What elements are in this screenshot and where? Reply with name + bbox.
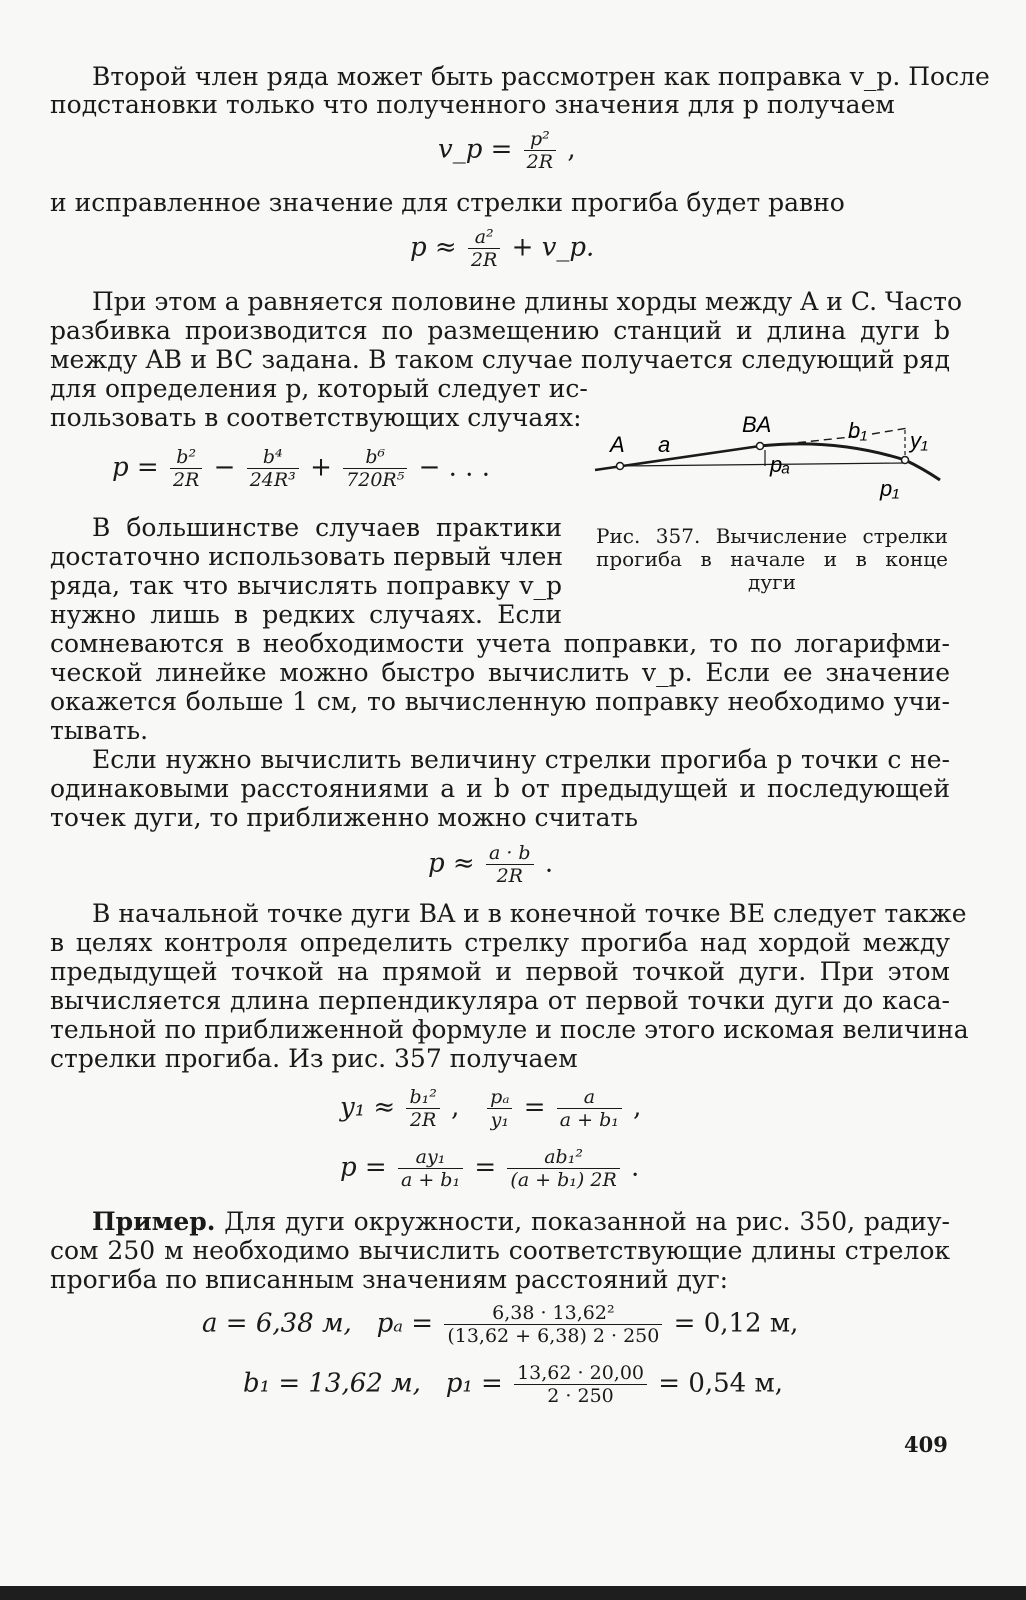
equation-p-y1: p = $\frac{\text{ay₁}}{\text{a + b₁}}$ = $\frac{\text{ab₁²}}{\text{(a + b₁) 2R}}$ . xyxy=(340,1146,640,1191)
figure-caption-line: прогиба в начале и в конце xyxy=(596,547,948,571)
scan-edge-bar xyxy=(0,1586,1026,1600)
text-line: разбивка производится по размещению станций и длина дуги b xyxy=(50,316,950,345)
text-line: ческой линейке можно быстро вычислить v_p. Если ее значение xyxy=(50,658,950,687)
label-y1: y₁ xyxy=(910,428,928,453)
text-line: При этом a равняется половине длины хорды между A и C. Часто xyxy=(92,287,963,316)
label-a-point: A xyxy=(610,432,625,457)
text-line: точек дуги, то приближенно можно считать xyxy=(50,803,638,832)
equation-series: p = $\frac{\text{b²}}{2R}$ − $\frac{\text{b⁴}}{\text{24R³}}$ + $\frac{\text{b⁶}}{\text{720R⁵}}$ − . . . xyxy=(112,446,490,491)
equation-example-pa: a = 6,38 м, pₐ = $\frac{\text{6,38 · 13,62²}}{(13,62 + 6,38) 2 \cdot 250}$ = 0,12 м, xyxy=(202,1302,799,1347)
text-line: тывать. xyxy=(50,716,149,745)
text-line: В большинстве случаев практики xyxy=(92,513,562,542)
text-line: окажется больше 1 см, то вычисленную поправку необходимо учи- xyxy=(50,687,950,716)
label-p1: p₁ xyxy=(880,476,900,501)
example-line: Пример. Для дуги окружности, показанной на рис. 350, радиу- xyxy=(92,1207,950,1236)
text-line: для определения p, который следует ис- xyxy=(50,374,588,403)
text-line: между AB и BC задана. В таком случае получается следующий ряд xyxy=(50,345,950,374)
point-a xyxy=(617,463,624,470)
text-line: В начальной точке дуги BA и в конечной точке BE следует также xyxy=(92,899,967,928)
text-line: вычисляется длина перпендикуляра от первой точки дуги до каса- xyxy=(50,986,950,1015)
text-line: тельной по приближенной формуле и после этого искомая величина xyxy=(50,1015,969,1044)
equation-y1: y₁ ≈ $\frac{\text{b₁²}}{2R}$ , $\frac{\text{pₐ}}{\text{y₁}}$ = $\frac{a}{\text{a + b₁}}$ , xyxy=(340,1086,642,1131)
equation-p-ab: p ≈ $\frac{a \cdot b}{2R}$ . xyxy=(428,842,554,887)
figure-caption-line: Рис. 357. Вычисление стрелки xyxy=(596,524,948,548)
equation-example-p1: b₁ = 13,62 м, p₁ = $\frac{13,62 \cdot 20,00}{2 \cdot 250}$ = 0,54 м, xyxy=(243,1362,783,1407)
text-line: Если нужно вычислить величину стрелки прогиба p точки с не- xyxy=(92,745,950,774)
text-line: пользовать в соответствующих случаях: xyxy=(50,403,582,432)
label-pa: pₐ xyxy=(770,452,791,477)
page-number: 409 xyxy=(904,1432,948,1457)
text-line: в целях контроля определить стрелку прогиба над хордой между xyxy=(50,928,950,957)
label-ba: BA xyxy=(742,412,772,437)
example-label: Пример. xyxy=(92,1207,216,1236)
text-line: прогиба по вписанным значениям расстояний дуг: xyxy=(50,1265,729,1294)
dashed-tangent xyxy=(785,428,908,444)
text-line: стрелки прогиба. Из рис. 357 получаем xyxy=(50,1044,578,1073)
point-ba xyxy=(757,443,764,450)
text-line: Второй член ряда может быть рассмотрен как поправка v_p. После xyxy=(92,62,990,91)
chord-line xyxy=(620,463,905,466)
label-a: a xyxy=(658,432,671,457)
text-line: подстановки только что полученного значения для p получаем xyxy=(50,90,895,119)
text-line: предыдущей точкой на прямой и первой точкой дуги. При этом xyxy=(50,957,950,986)
label-b1: b₁ xyxy=(848,418,868,443)
equation-vp: v_p = $\frac{\text{p²}}{2R}$ , xyxy=(438,128,576,173)
point-p1 xyxy=(902,457,909,464)
figure-357 xyxy=(590,408,960,514)
text-line: одинаковыми расстояниями a и b от предыдущей и последующей xyxy=(50,774,950,803)
text-line: ряда, так что вычислять поправку v_p xyxy=(50,571,562,600)
equation-p-corrected: p ≈ $\frac{\text{a²}}{2R}$ + v_p. xyxy=(410,226,595,271)
text-line: сом 250 м необходимо вычислить соответствующие длины стрелок xyxy=(50,1236,950,1265)
text-line: достаточно использовать первый член xyxy=(50,542,564,571)
text-line: нужно лишь в редких случаях. Если xyxy=(50,600,562,629)
text-line: сомневаются в необходимости учета поправки, то по логарифми- xyxy=(50,629,950,658)
figure-caption-line: дуги xyxy=(748,570,796,594)
text-line: и исправленное значение для стрелки прогиба будет равно xyxy=(50,188,845,217)
